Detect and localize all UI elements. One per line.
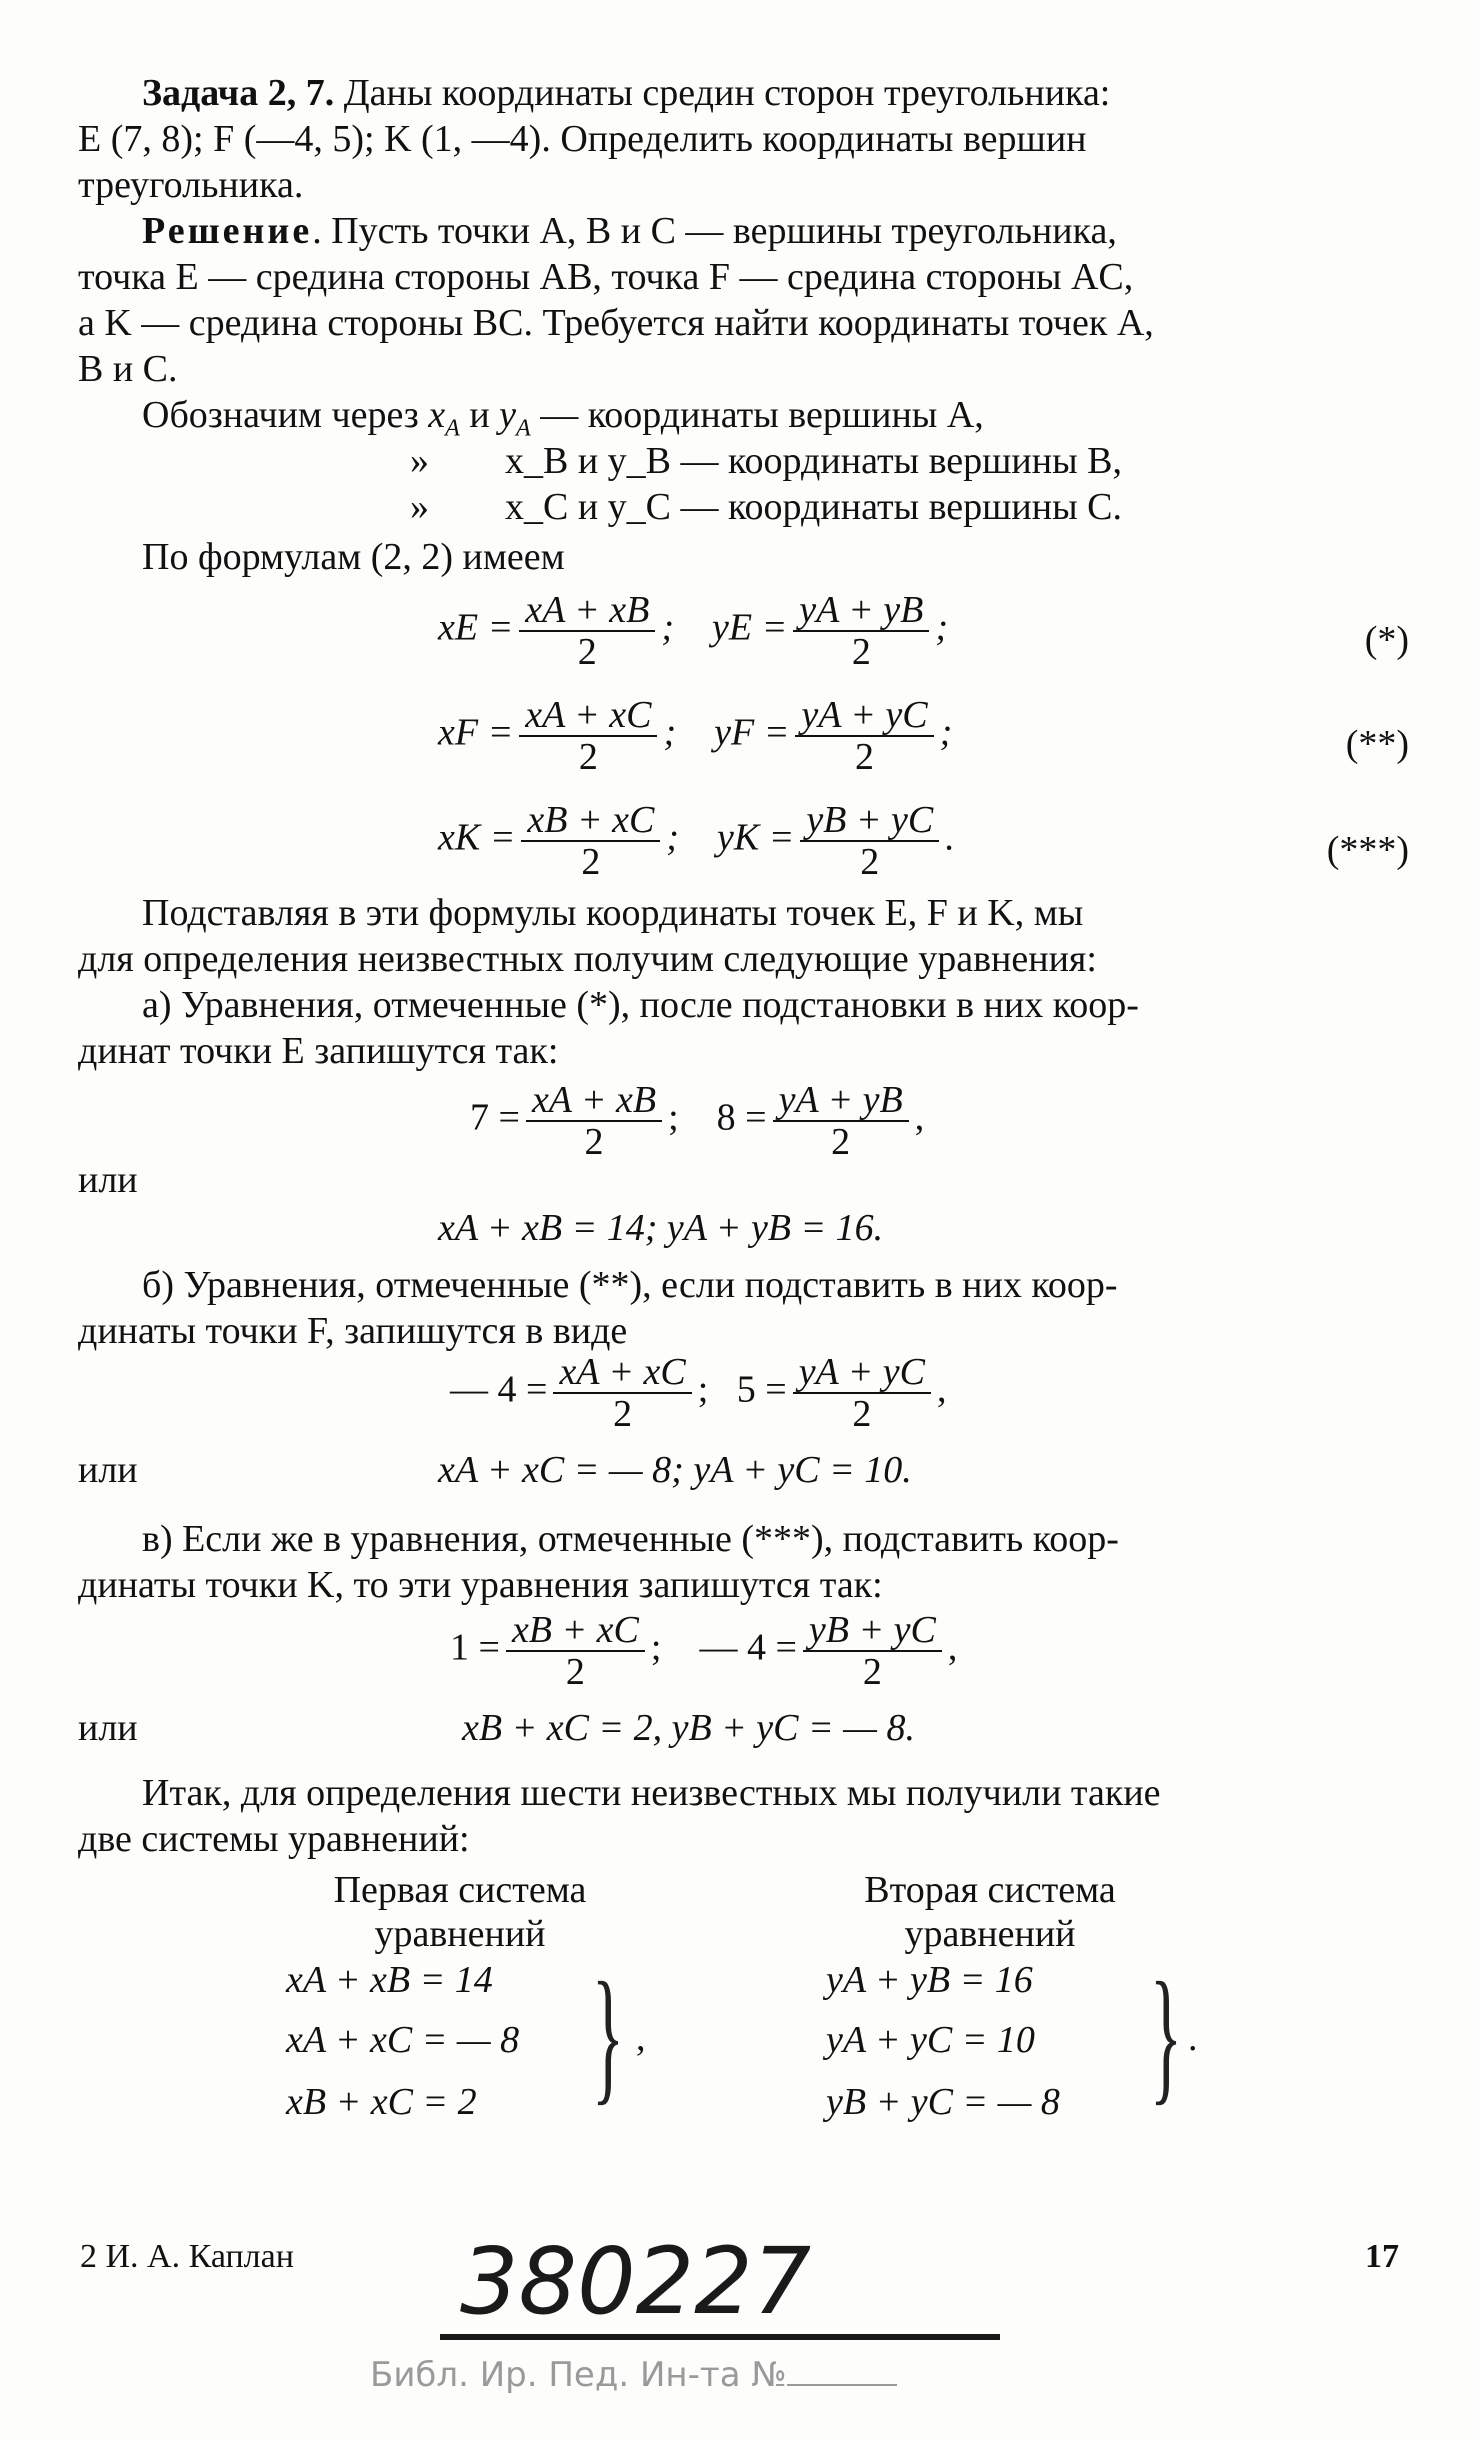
first-system-eq-3: xB + xC = 2 bbox=[286, 2081, 477, 2123]
part-b-result: xA + xC = — 8; yA + yC = 10. bbox=[438, 1449, 912, 1491]
second-system-eq-2: yA + yC = 10 bbox=[826, 2019, 1035, 2061]
solution-line-2: точка E — средина стороны AB, точка F — средина стороны AC, bbox=[78, 256, 1134, 298]
solution-line-4: B и C. bbox=[78, 348, 178, 390]
problem-text-2: E (7, 8); F (—4, 5); K (1, —4). Определить координаты вершин bbox=[78, 118, 1087, 160]
part-c-result: xB + xC = 2, yB + yC = — 8. bbox=[462, 1707, 915, 1749]
second-system-period: . bbox=[1188, 2017, 1198, 2059]
first-system-comma: , bbox=[636, 2017, 646, 2059]
inventory-number-stamp bbox=[440, 2225, 1000, 2345]
part-c-paragraph: в) Если же в уравнения, отмеченные (***), подставить коор- динаты точки K, то эти уравнения запишутся так: bbox=[78, 1518, 1119, 1606]
first-system-eq-1: xA + xB = 14 bbox=[286, 1959, 493, 2001]
formulas-intro: По формулам (2, 2) имеем bbox=[142, 536, 565, 578]
first-system-eq-2: xA + xC = — 8 bbox=[286, 2019, 520, 2061]
second-system-eq-3: yB + yC = — 8 bbox=[826, 2081, 1060, 2123]
part-b-paragraph: б) Уравнения, отмеченные (**), если подставить в них коор- динаты точки F, запишутся в виде bbox=[78, 1264, 1118, 1352]
solution-line-1: . Пусть точки A, B и C — вершины треугольника, bbox=[312, 210, 1117, 252]
second-system-eq-1: yA + yB = 16 bbox=[826, 1959, 1033, 2001]
library-stamp bbox=[370, 2355, 1010, 2425]
substitute-paragraph: Подставляя в эти формулы координаты точек E, F и K, мы для определения неизвестных получим следующие уравнения: bbox=[78, 892, 1097, 980]
formula-double-star: xF = $\frac{xA + xC}{2}$ ; yF = $\frac{yA + yC}{2}$ ; bbox=[438, 694, 953, 778]
second-system-title: Вторая система уравнений bbox=[864, 1869, 1116, 1955]
problem-paragraph bbox=[78, 70, 1408, 208]
solution-line-3: а K — средина стороны BC. Требуется найти координаты точек A, bbox=[78, 302, 1154, 344]
footer-signature: 2 И. А. Каплан bbox=[80, 2238, 294, 2275]
second-system-brace: } bbox=[1149, 1952, 1183, 2118]
part-b-equation: — 4 = $\frac{xA + xC}{2}$ ; 5 = $\frac{yA + yC}{2}$ , bbox=[450, 1351, 947, 1435]
formula-triple-star: xK = $\frac{xB + xC}{2}$ ; yK = $\frac{yB + yC}{2}$ . bbox=[438, 799, 955, 883]
solution-paragraph bbox=[78, 208, 1408, 392]
formula-tag-star: (*) bbox=[1364, 619, 1409, 661]
notation-line-3: x_C и y_C — координаты вершины C. bbox=[505, 486, 1122, 528]
problem-heading: Задача 2, 7. bbox=[142, 72, 335, 114]
problem-text-3: треугольника. bbox=[78, 164, 304, 206]
part-a-paragraph: а) Уравнения, отмеченные (*), после подстановки в них коор- динат точки E запишутся так: bbox=[78, 984, 1139, 1072]
notation-ditto-1: » bbox=[410, 440, 429, 482]
inventory-number: 380227 bbox=[460, 2228, 812, 2335]
part-c-or: или bbox=[78, 1707, 138, 1749]
problem-text-1: Даны координаты средин сторон треугольника: bbox=[334, 72, 1111, 114]
summary-paragraph: Итак, для определения шести неизвестных мы получили такие две системы уравнений: bbox=[78, 1772, 1161, 1860]
notation-ditto-2: » bbox=[410, 486, 429, 528]
formula-star: xE = $\frac{xA + xB}{2}$ ; yE = $\frac{yA + yB}{2}$ ; bbox=[438, 589, 949, 673]
part-a-result: xA + xB = 14; yA + yB = 16. bbox=[438, 1207, 884, 1249]
page-number: 17 bbox=[1365, 2238, 1399, 2275]
solution-heading: Решение bbox=[142, 210, 313, 252]
notation-line-2: x_B и y_B — координаты вершины B, bbox=[505, 440, 1122, 482]
formula-tag-triple-star: (***) bbox=[1326, 829, 1409, 871]
formula-tag-double-star: (**) bbox=[1345, 723, 1409, 765]
library-stamp-text: Библ. Ир. Пед. Ин-та № bbox=[370, 2355, 787, 2395]
part-b-or: или bbox=[78, 1449, 138, 1491]
part-a-or: или bbox=[78, 1159, 138, 1201]
notation-line-1: Обозначим через $x_A$ и $y_A$ — координаты вершины A, bbox=[142, 394, 984, 442]
part-c-equation: 1 = $\frac{xB + xC}{2}$ ; — 4 = $\frac{yB + yC}{2}$ , bbox=[450, 1609, 958, 1693]
first-system-title: Первая система уравнений bbox=[333, 1869, 587, 1955]
first-system-brace: } bbox=[591, 1952, 625, 2118]
part-a-equation: 7 = $\frac{xA + xB}{2}$ ; 8 = $\frac{yA + yB}{2}$ , bbox=[470, 1079, 925, 1163]
